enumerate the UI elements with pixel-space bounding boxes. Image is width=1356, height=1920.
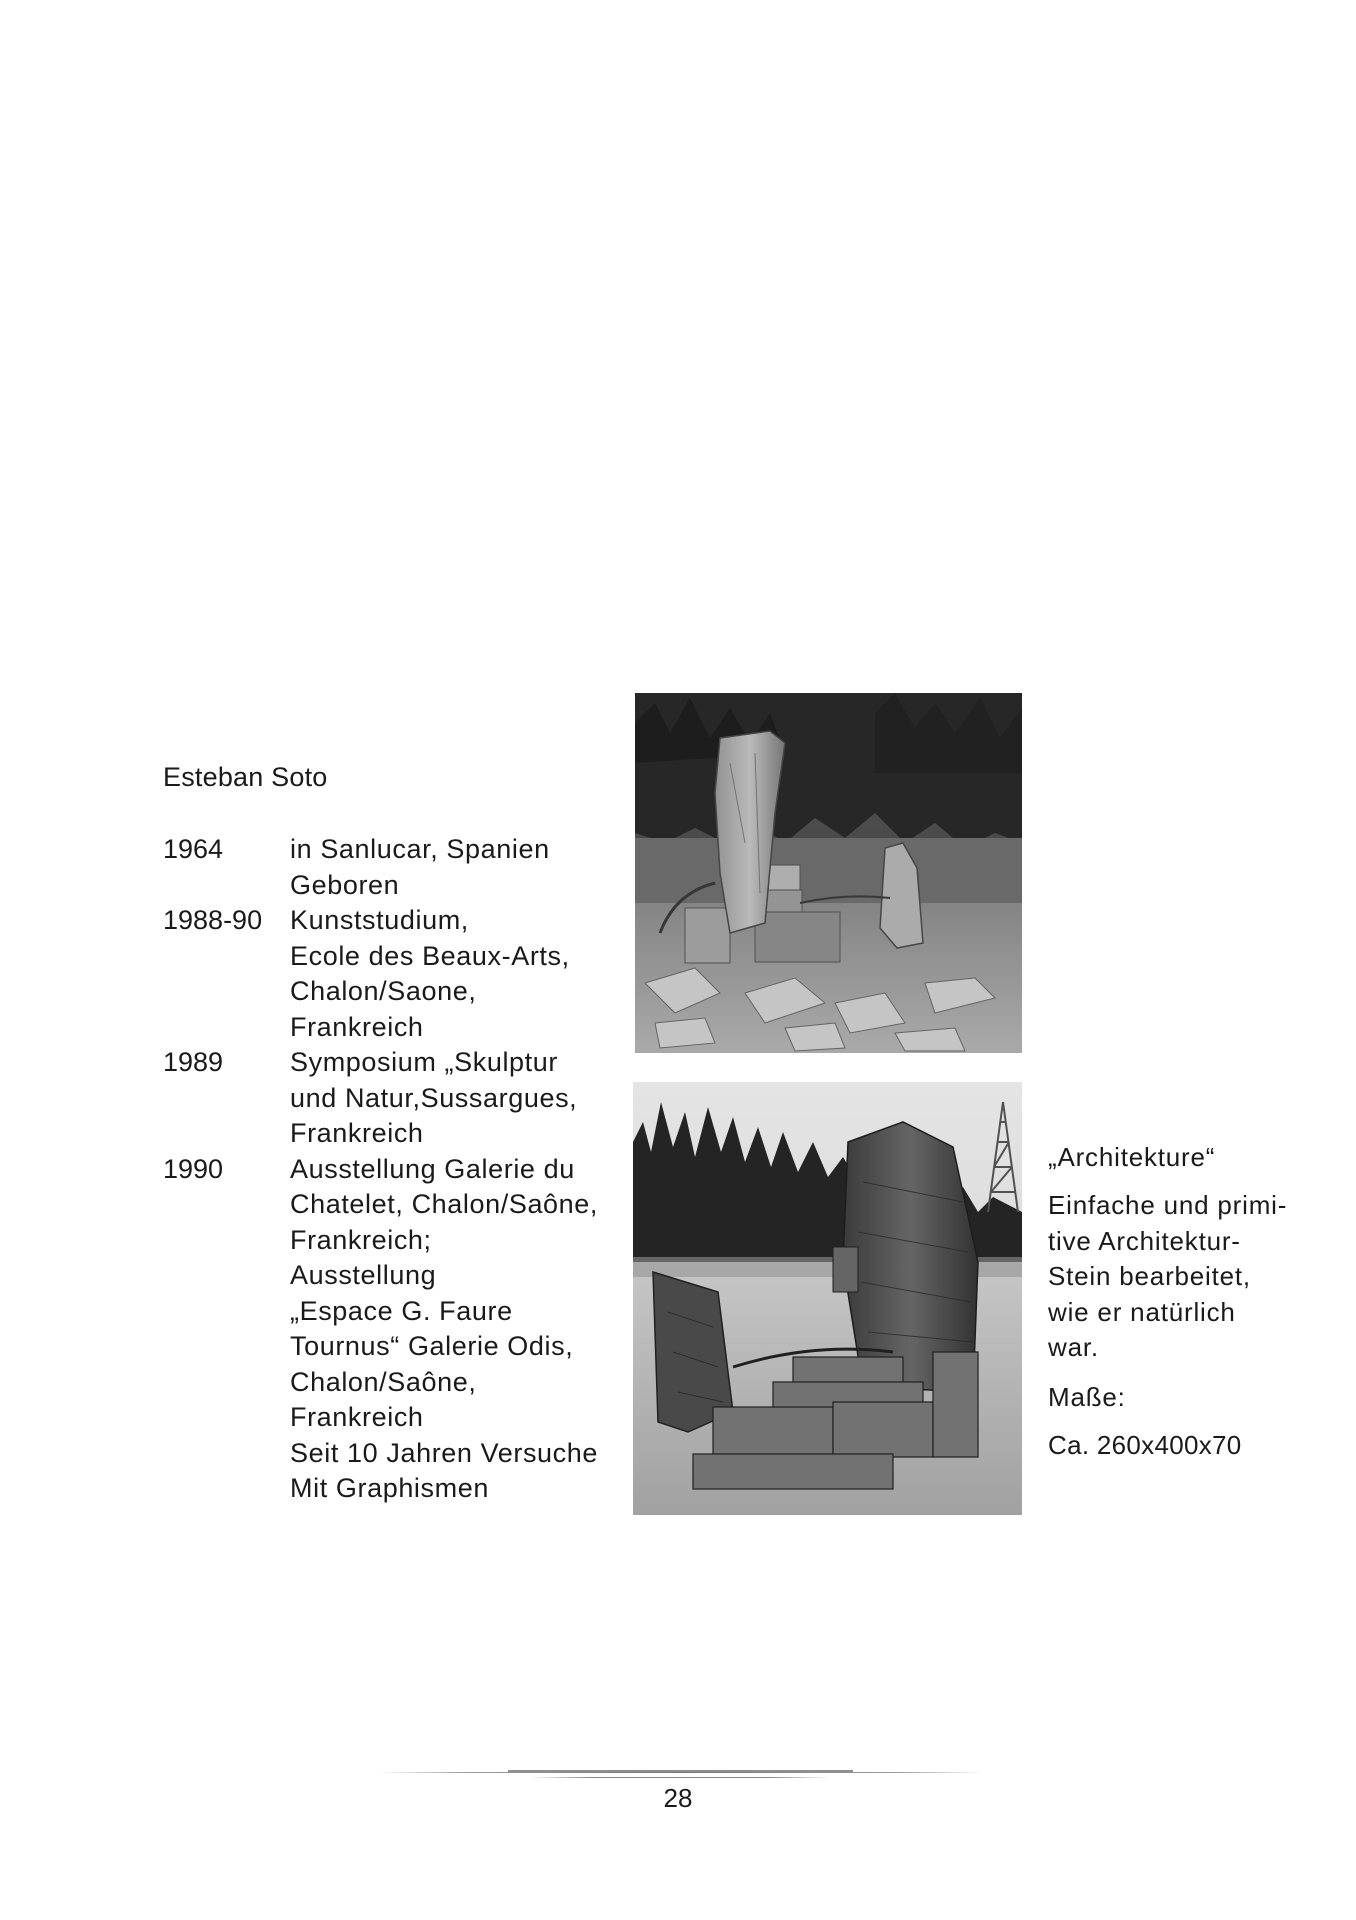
biography-line: Kunststudium, <box>290 905 469 935</box>
biography-entry <box>163 903 623 1045</box>
biography-line: Tournus“ Galerie Odis, <box>290 1331 574 1361</box>
dimensions-label: Maße: <box>1048 1381 1126 1412</box>
footer-rule-lower <box>530 1777 830 1778</box>
biography-line: Ausstellung Galerie du <box>290 1153 575 1184</box>
sculpture-photo-front <box>635 693 1022 1053</box>
artwork-description-line: Stein bearbeitet, <box>1048 1261 1251 1291</box>
biography-line: Mit Graphismen <box>290 1473 489 1503</box>
biography-line: und Natur,Sussargues, <box>290 1082 578 1113</box>
biography-line: Chatelet, Chalon/Saône, <box>290 1189 599 1219</box>
biography-line: Ausstellung <box>290 1260 437 1290</box>
artwork-description-line: Einfache und primi- <box>1048 1190 1288 1220</box>
artwork-description <box>1048 1188 1308 1366</box>
biography-line: Geboren <box>290 869 400 900</box>
footer-rule-accent <box>508 1770 853 1772</box>
biography-entry <box>163 1152 623 1507</box>
sculpture-photo-side <box>633 1082 1022 1515</box>
biography-line: Chalon/Saone, <box>290 976 477 1006</box>
biography-year: 1989 <box>163 1047 224 1077</box>
artwork-description-line: wie er natürlich <box>1048 1296 1236 1327</box>
sculpture-photo-side-image <box>633 1082 1022 1515</box>
footer-rule <box>378 1772 985 1773</box>
biography-entry <box>163 832 623 903</box>
biography-line: in Sanlucar, Spanien <box>290 834 550 864</box>
artwork-title: „Architekture“ <box>1048 1142 1216 1172</box>
biography-line: „Espace G. Faure <box>290 1295 513 1326</box>
page-number: 28 <box>663 1783 693 1813</box>
biography-line: Frankreich <box>290 1011 424 1042</box>
biography-entry <box>163 1045 623 1152</box>
biography-line: Frankreich; <box>290 1224 432 1255</box>
artwork-description-line: war. <box>1048 1332 1099 1362</box>
biography-line: Seit 10 Jahren Versuche <box>290 1437 598 1468</box>
artist-name: Esteban Soto <box>163 762 328 792</box>
biography-line: Frankreich <box>290 1402 424 1432</box>
biography-year: 1990 <box>163 1153 224 1184</box>
dimensions-value: Ca. 260x400x70 <box>1048 1429 1242 1460</box>
artwork-caption <box>1048 1140 1308 1462</box>
sculpture-photo-front-image <box>635 693 1022 1053</box>
biography-year: 1988-90 <box>163 905 263 935</box>
biography-line: Symposium „Skulptur <box>290 1047 558 1077</box>
biography-line: Chalon/Saône, <box>290 1366 477 1397</box>
biography <box>163 832 623 1507</box>
biography-year: 1964 <box>163 834 224 864</box>
biography-line: Frankreich <box>290 1118 424 1148</box>
biography-line: Ecole des Beaux-Arts, <box>290 940 570 971</box>
artwork-description-line: tive Architektur- <box>1048 1225 1241 1256</box>
